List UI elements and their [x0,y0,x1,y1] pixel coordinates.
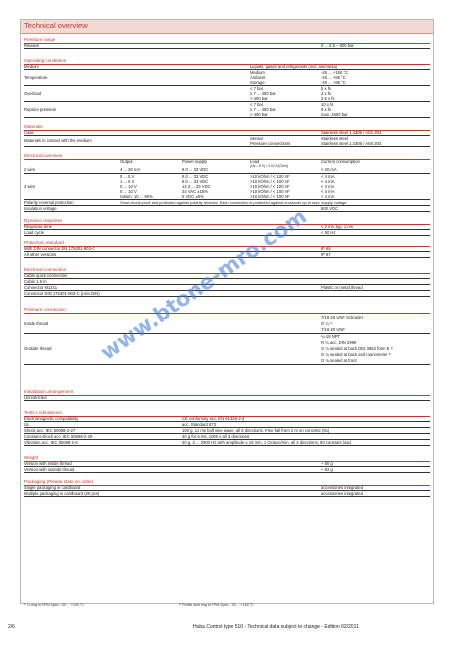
value: >10 kOhm / < 100 nF [250,184,290,189]
label: Pressure connections [250,141,291,146]
title-bar [21,20,433,34]
label: ≥ 7 ... 400 bar [250,91,276,96]
label: 3 wire [24,184,36,189]
value: < 4 mA [321,179,335,184]
label: Response time [24,224,52,229]
section-protection-standard: Protection standard [24,240,64,245]
value: 7/16-20 UNF Schrader [321,315,364,320]
label: Medium [250,70,265,75]
value: < 20 mA [321,167,337,172]
label: Cable 1.5 m [24,279,47,284]
watermark: www.btone-mro.com [96,204,311,365]
value: 500 VDC [321,206,338,211]
value: 10 x fs [321,102,334,107]
value: IP 65 [321,246,331,251]
table-row [24,467,430,473]
section-installation: Installation arrangement [24,389,74,394]
value: 8.0 ... 33 VDC [182,174,209,179]
value: 0 ... 10 V [120,184,137,189]
table-row [24,440,430,446]
value: 2.5 x fs [321,96,335,101]
table-row [24,206,430,212]
table-row [24,230,430,236]
section-pressure-connection: Pressure connection [24,307,66,312]
value: 1 ... 6 V [120,179,135,184]
value: G ¼ sealed at back and manometer ²⁾ [321,352,392,357]
label: Rupture pressure [24,107,57,112]
value: 6 x fs [321,107,332,112]
value: Stainless steel 1.4305 / AISI 303 [321,141,382,146]
value: G ¼ ¹⁾ [321,321,333,326]
value: < 4 mA [321,194,335,199]
label: > 400 bar [250,96,268,101]
table-row [24,70,430,86]
value: >10 kOhm / < 100 nF [250,179,290,184]
label: Connector DIN 175301-803-C (mini DIN) [24,291,100,296]
value: 4 ... 20 mA [120,167,141,172]
label: Cable quick connection [24,273,68,278]
column-header: Load [250,159,260,164]
value: 40 g for 6 ms, 1000 x all 3 directions [182,434,250,439]
label: 2 wire [24,167,36,172]
value: 0 ... 10 V [120,189,137,194]
value: 20 g, 2 ... 2000 Hz with amplitude ± 15 mm, 1 Octave/min, all 3 directions, 50 constant load [182,440,351,445]
label: UL [24,422,30,427]
value: Liquids, gases and refrigerants (incl. ammonia) [250,64,338,69]
value: 100 g, 11 ms half sine wave, all 6 directions. Free fall from 2 m on concrete (6x) [182,428,330,433]
label: Storage [250,80,265,85]
label: Shock acc. IEC 60068-2-27 [24,428,76,433]
label: Materials in contact with the medium [24,138,92,143]
value: < 2 ms, typ. 1 ms [321,224,353,229]
value: CE conformity acc. EN 61326-2-3 [182,416,245,421]
table-row [24,491,430,497]
value: 0 ... 5 V [120,174,135,179]
footer-text: Huba Control type 510 - Technical data subject to change - Edition 02/2011 [193,624,359,630]
value: 24 VAC ±15% [182,189,208,194]
value: IP 67 [321,252,331,257]
label: Inside thread [24,321,49,326]
label: < 7 bar [250,86,264,91]
column-header: Power supply [182,159,208,164]
value: Stainless steel 1.4305 / AISI 303 [321,130,382,135]
value: < 50 Hz [321,230,336,235]
section-pressure-range: Pressure range [24,37,56,42]
label: Insulation voltage [24,206,57,211]
value: < 4 mA [321,184,335,189]
value: Stainless steel [321,136,348,141]
value: -40 ... +85 °C [321,75,346,80]
table-row [24,164,430,174]
footnote-1: ¹⁾ O-ring in FPM Spec. -30 ... +150 °C [24,603,84,607]
label: All other versions [24,252,57,257]
value: 5 x fs [321,86,332,91]
value: G ¼ sealed at back DIN 3852 form E ²⁾ [321,346,394,351]
value: ¼-18 NPT [321,334,341,339]
label: Version with inside thread [24,461,72,466]
value: 7/16-20 UNF [321,327,345,332]
technical-overview-panel [20,19,434,607]
label: Single packaging in cardboard [24,485,81,490]
value: Short circuit proof and protected against polarity reversal. Each connection is protected against crossover up to max. supply voltage. [120,200,348,205]
value: ~ 80 g [321,461,333,466]
label: Multiple packaging in cardboard (25 pcs) [24,491,100,496]
label: Load cycle [24,230,45,235]
table-row [24,136,430,147]
value: < 4 mA [321,174,335,179]
column-header: Output [120,159,133,164]
label: Sensor [250,136,264,141]
label: Connector M12x1 [24,285,58,290]
table-row [24,102,430,118]
value: accessories integrated [321,485,363,490]
label: With DIN connector EN 175301-803-C [24,246,96,251]
value: >10 kOhm / < 100 nF [250,189,290,194]
value: 8.0 ... 33 VDC [182,167,209,172]
label: ≥ 7 ... 400 bar [250,107,276,112]
label: Electromagnetic compatibility [24,416,79,421]
value: 8.0 ... 33 VDC [182,179,209,184]
label: Temperature [24,75,48,80]
value: >10 kOhm / < 100 nF [250,194,290,199]
page-title: Technical overview [24,21,88,30]
table-row [24,395,430,401]
value: -40 ... +85 °C [321,80,346,85]
value: 3 x fs [321,91,332,96]
value: -40 ... +150 °C [321,70,349,75]
value: G ⅛ sealed at front [321,358,357,363]
label: Outside thread [24,346,52,351]
value: acc. Standard 873 [182,422,216,427]
value: Unrestricted [24,395,47,400]
label: > 400 bar [250,112,268,117]
load-formula: (Us – 8 V) / 0.02 A [Ohm] [250,164,288,168]
section-electrical-overview: Electrical overview [24,153,63,158]
label: Overload [24,91,41,96]
value: R ¼ acc. DIN 2999 [321,340,357,345]
section-weight: Weight [24,455,39,460]
label: Relative [24,43,40,48]
section-dynamic-response: Dynamic response [24,218,63,223]
section-tests: Tests / Admissions [24,410,62,415]
value: max. 2500 bar [321,112,348,117]
label: < 7 bar [250,102,264,107]
label: Ambient [250,75,266,80]
table-row [24,334,430,365]
table-row [24,174,430,200]
value: Plastic or metal thread [321,285,363,290]
value: ~ 92 g [321,467,333,472]
label: Polarity reversal protection [24,200,74,205]
table-row [24,291,430,297]
label: Vibration acc. IEC 60068-2-6 [24,440,78,445]
value: < 4 mA [321,189,335,194]
section-packaging: Packaging (Please state on order) [24,479,94,484]
table-row [24,313,430,334]
column-header: Current consumption [321,159,360,164]
value: >10 kOhm / < 100 nF [250,174,290,179]
value: accessories integrated [321,491,363,496]
value: 12.3 ... 33 VDC [182,184,211,189]
label: Medium [24,64,39,69]
label: Case [24,130,34,135]
table-row [24,43,430,49]
table-row [24,86,430,102]
section-operating-conditions: Operating conditions [24,58,67,63]
value: ratiom. 10 ... 90% [120,194,153,199]
section-electrical-connection: Electrical connection [24,267,67,272]
value: 0 ... 2.5 – 600 bar [321,43,354,48]
value: 5 VDC ±5% [182,194,204,199]
footnote-2: ²⁾ Profile seal ring in FPM Spec. -30 ... +150 °C [179,603,254,607]
section-materials: Materials [24,124,43,129]
label: Version with outside thread [24,467,75,472]
page-number: 2/6 [8,624,15,630]
label: Constant shock acc. IEC 60068-2-29 [24,434,93,439]
